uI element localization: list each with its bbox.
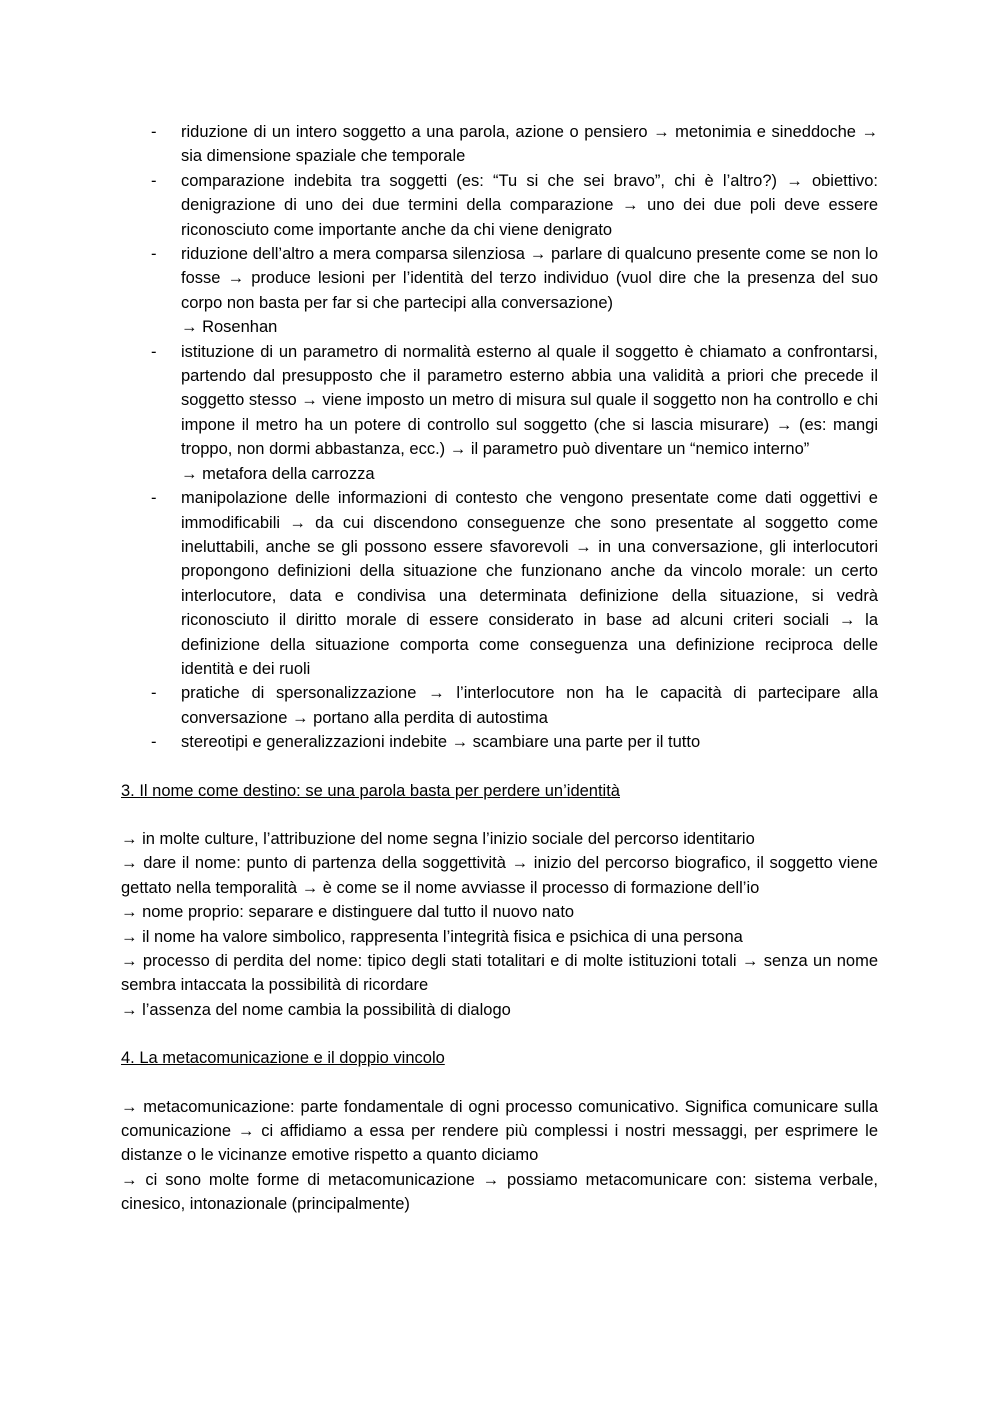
dash-marker: - <box>151 123 157 141</box>
section-3-body <box>121 827 878 1022</box>
list-item <box>121 730 878 754</box>
list-item-text: riduzione di un intero soggetto a una parola, azione o pensiero → metonimia e sineddoche → sia dimensione spaziale che temporale <box>181 123 878 166</box>
paragraph: → nome proprio: separare e distinguere dal tutto il nuovo nato <box>121 903 575 922</box>
list-item <box>121 242 878 340</box>
list-item-text: stereotipi e generalizzazioni indebite → scambiare una parte per il tutto <box>181 733 701 752</box>
dash-marker: - <box>151 733 157 752</box>
section-4-heading: 4. La metacomunicazione e il doppio vincolo <box>121 1049 445 1068</box>
list-item <box>121 340 878 486</box>
dash-marker: - <box>151 342 157 361</box>
dash-marker: - <box>151 245 157 264</box>
dash-marker: - <box>151 489 157 508</box>
bullet-list <box>121 120 878 755</box>
list-item <box>121 681 878 730</box>
paragraph: → l’assenza del nome cambia la possibilità di dialogo <box>121 1000 511 1019</box>
paragraph: → ci sono molte forme di metacomunicazione → possiamo metacomunicare con: sistema verbale, cinesico, intonazionale (principalmente) <box>121 1170 878 1214</box>
paragraph: → metacomunicazione: parte fondamentale di ogni processo comunicativo. Significa comunicare sulla comunicazione → ci affidiamo a essa per rendere più complessi i nostri messaggi, per esprimere le distanze o le vicinanze emotive rispetto a quanto diciamo <box>121 1097 878 1165</box>
list-item-text: manipolazione delle informazioni di contesto che vengono presentate come dati oggettivi e immodificabili → da cui discendono conseguenze che sono presentate al soggetto come ineluttabili, anche se gli possono essere sfavorevoli → in una conversazione, gli interlocutori propongono definizioni della situazione che funzionano anche da vincolo morale: un certo interlocutore, data e condivisa una determinata definizione della situazione, si vedrà riconosciuto il diritto morale di essere considerato in base ad alcuni criteri sociali → la definizione della situazione comporta come conseguenza una definizione reciproca delle identità e dei ruoli <box>181 489 878 678</box>
list-item-text: comparazione indebita tra soggetti (es: “Tu si che sei bravo”, chi è l’altro?) → obiettivo: denigrazione di uno dei due termini della comparazione → uno dei due poli deve essere riconosciuto come importante anche da chi viene denigrato <box>181 171 878 239</box>
paragraph: → in molte culture, l’attribuzione del nome segna l’inizio sociale del percorso identitario <box>121 829 755 848</box>
document-page <box>121 120 878 1217</box>
section-3-heading: 3. Il nome come destino: se una parola basta per perdere un’identità <box>121 781 620 800</box>
list-item-subline: → metafora della carrozza <box>181 464 375 483</box>
list-item-text: istituzione di un parametro di normalità esterno al quale il soggetto è chiamato a confrontarsi, partendo dal presupposto che il parametro esterno abbia una validità a priori che precede il soggetto stesso → viene imposto un metro di misura sul quale il soggetto non ha controllo e chi impone il metro ha un potere di controllo sul soggetto (che si lascia misurare) → (es: mangi troppo, non dormi abbastanza, ecc.) → il parametro può diventare un “nemico interno” <box>181 342 878 459</box>
paragraph: → dare il nome: punto di partenza della soggettività → inizio del percorso biografico, il soggetto viene gettato nella temporalità → è come se il nome avviasse il processo di formazione dell’io <box>121 854 878 897</box>
dash-marker: - <box>151 684 157 703</box>
list-item-text: pratiche di spersonalizzazione → l’interlocutore non ha le capacità di partecipare alla conversazione → portano alla perdita di autostima <box>181 684 878 727</box>
section-4-body <box>121 1095 878 1217</box>
dash-marker: - <box>151 171 157 190</box>
list-item-subline: → Rosenhan <box>181 318 278 337</box>
list-item <box>121 120 878 169</box>
list-item <box>121 169 878 242</box>
paragraph: → il nome ha valore simbolico, rappresenta l’integrità fisica e psichica di una persona <box>121 927 743 946</box>
list-item-text: riduzione dell’altro a mera comparsa silenziosa → parlare di qualcuno presente come se non lo fosse → produce lesioni per l’identità del terzo individuo (vuol dire che la presenza del suo corpo non basta per far si che partecipi alla conversazione) <box>181 245 878 312</box>
paragraph: → processo di perdita del nome: tipico degli stati totalitari e di molte istituzioni totali → senza un nome sembra intaccata la possibilità di ricordare <box>121 952 878 995</box>
list-item <box>121 486 878 681</box>
